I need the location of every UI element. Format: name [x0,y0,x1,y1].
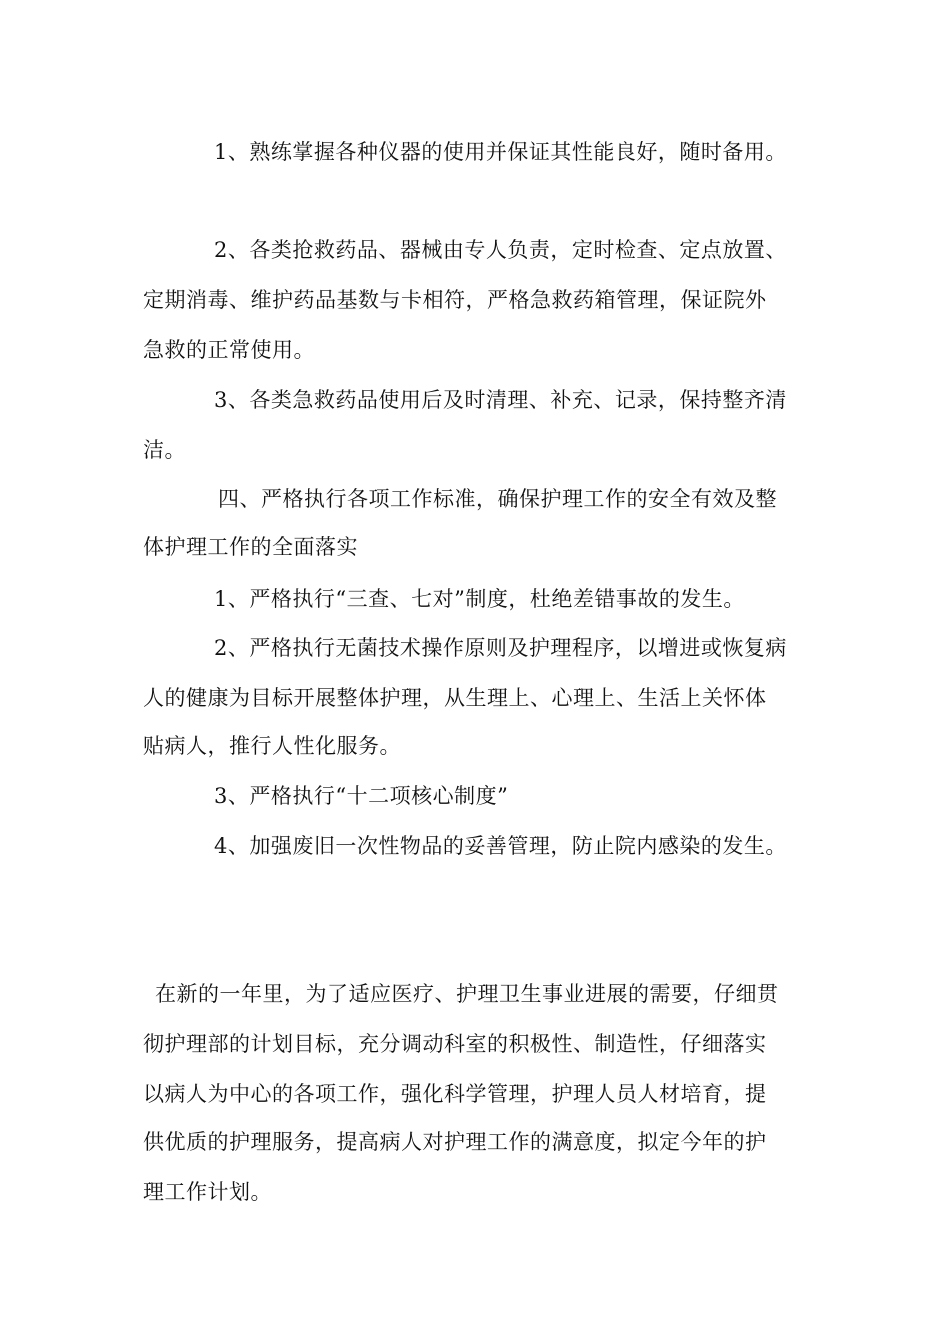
paragraph-8-line-1: 4、加强废旧一次性物品的妥善管理，防止院内感染的发生。 [214,834,787,858]
paragraph-9-line-4: 供优质的护理服务，提高病人对护理工作的满意度，拟定今年的护 [143,1130,767,1154]
paragraph-2-line-1: 2、各类抢救药品、器械由专人负责，定时检查、定点放置、 [214,238,787,262]
paragraph-3-line-2: 洁。 [143,438,186,462]
paragraph-9-line-5: 理工作计划。 [143,1180,272,1204]
section-heading-line-1: 四、严格执行各项工作标准，确保护理工作的安全有效及整 [218,487,777,511]
paragraph-3-line-1: 3、各类急救药品使用后及时清理、补充、记录，保持整齐清 [214,388,787,412]
paragraph-6-line-2: 人的健康为目标开展整体护理，从生理上、心理上、生活上关怀体 [143,686,767,710]
paragraph-6-line-1: 2、严格执行无菌技术操作原则及护理程序，以增进或恢复病 [214,636,787,660]
paragraph-9-line-1: 在新的一年里，为了适应医疗、护理卫生事业进展的需要，仔细贯 [155,982,779,1006]
paragraph-1-line-1: 1、熟练掌握各种仪器的使用并保证其性能良好，随时备用。 [214,140,787,164]
paragraph-2-line-3: 急救的正常使用。 [143,338,315,362]
paragraph-9-line-2: 彻护理部的计划目标，充分调动科室的积极性、制造性，仔细落实 [143,1032,767,1056]
paragraph-7-line-1: 3、严格执行“十二项核心制度” [214,784,509,808]
paragraph-6-line-3: 贴病人，推行人性化服务。 [143,734,401,758]
paragraph-2-line-2: 定期消毒、维护药品基数与卡相符，严格急救药箱管理，保证院外 [143,288,767,312]
paragraph-9-line-3: 以病人为中心的各项工作，强化科学管理，护理人员人材培育，提 [143,1082,767,1106]
section-heading-line-2: 体护理工作的全面落实 [143,535,358,559]
paragraph-5-line-1: 1、严格执行“三查、七对”制度，杜绝差错事故的发生。 [214,587,745,611]
